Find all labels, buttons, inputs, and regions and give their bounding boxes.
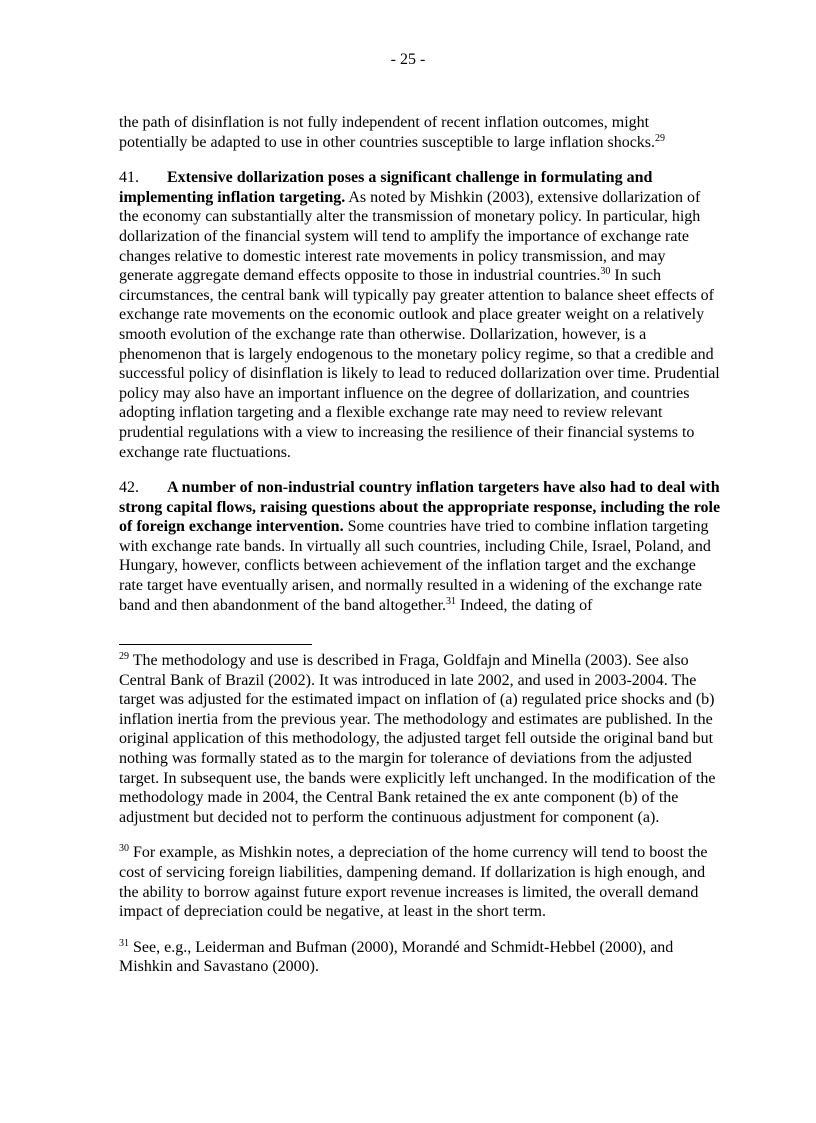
continuation-paragraph [119,113,721,152]
page-number: - 25 - [390,51,426,68]
paragraph-number: 41. [119,169,139,187]
paragraph-lead: A number of non-industrial country inflation targeters have also had to deal with strong capital flows, raising questions about the appropriate response, including the role of foreign exchange intervention. [119,479,721,536]
continuation-text: the path of disinflation is not fully independent of recent inflation outcomes, might potentially be adapted to use in other countries susceptible to large inflation shocks. [119,114,656,151]
paragraph-text: Some countries have tried to combine inflation targeting with exchange rate bands. In virtually all such countries, including Chile, Israel, Poland, and Hungary, however, conflicts between achievement of the inflation target and the exchange rate target have eventually arisen, and normally resulted in a widening of the exchange rate band and then abandonment of the band altogether. [119,518,711,614]
paragraph-41 [119,168,721,462]
footnote-ref-29[interactable]: 29 [655,132,666,144]
paragraph-text-continued: In such circumstances, the central bank will typically pay greater attention to balance sheet effects of exchange rate movements on the economic outlook and place greater weight on a relatively smooth evolution of the exchange rate than otherwise. Dollarization, however, is a phenomenon that is largely endogenous to the monetary policy regime, so that a credible and successful policy of disinflation is likely to lead to reduced dollarization over time. Prudential policy may also have an important influence on the degree of dollarization, and countries adopting inflation targeting and a flexible exchange rate may need to review relevant prudential regulations with a view to increasing the resilience of their financial systems to exchange rate fluctuations. [119,267,720,461]
footnote-ref-31[interactable]: 31 [446,595,457,607]
footnote-text: For example, as Mishkin notes, a depreciation of the home currency will tend to boost the cost of servicing foreign liabilities, dampening demand. If dollarization is high enough, and the ability to borrow against future export revenue increases is limited, the overall demand impact of depreciation could be negative, at least in the short term. [119,844,708,921]
footnote-30 [119,843,719,921]
paragraph-lead: Extensive dollarization poses a significant challenge in formulating and implementing inflation targeting. [119,169,653,206]
footnote-text: See, e.g., Leiderman and Bufman (2000), Morandé and Schmidt-Hebbel (2000), and Mishkin and Savastano (2000). [119,938,674,976]
body-text [119,113,721,631]
footnote-separator [119,644,312,645]
footnotes [119,651,719,993]
footnote-ref-30[interactable]: 30 [600,266,611,278]
footnote-number: 29 [119,651,129,662]
paragraph-number: 42. [119,479,139,497]
paragraph-text: As noted by Mishkin (2003), extensive dollarization of the economy can substantially alter the transmission of monetary policy. In particular, high dollarization of the financial system will tend to amplify the importance of exchange rate changes relative to domestic interest rate movements in policy transmission, and may generate aggregate demand effects opposite to those in industrial countries. [119,188,701,285]
footnote-number: 31 [119,937,129,949]
paragraph-42 [119,478,721,615]
footnote-number: 30 [119,843,129,855]
footnote-text: The methodology and use is described in Fraga, Goldfajn and Minella (2003). See also Central Bank of Brazil (2002). It was introduced in late 2002, and used in 2003-2004. The target was adjusted for the estimated impact on inflation of (a) regulated price shocks and (b) inflation inertia from the previous year. The methodology and estimates are published. In the original application of this methodology, the adjusted target fell outside the original band but nothing was formally stated as to the margin for tolerance of deviations from the adjusted target. In subsequent use, the bands were explicitly left unchanged. In the modification of the methodology made in 2004, the Central Bank retained the ex ante component (b) of the adjustment but decided not to perform the continuous adjustment for component (a). [119,652,716,826]
paragraph-text-continued: Indeed, the dating of [456,596,593,614]
footnote-29 [119,651,719,827]
footnote-31 [119,938,719,977]
